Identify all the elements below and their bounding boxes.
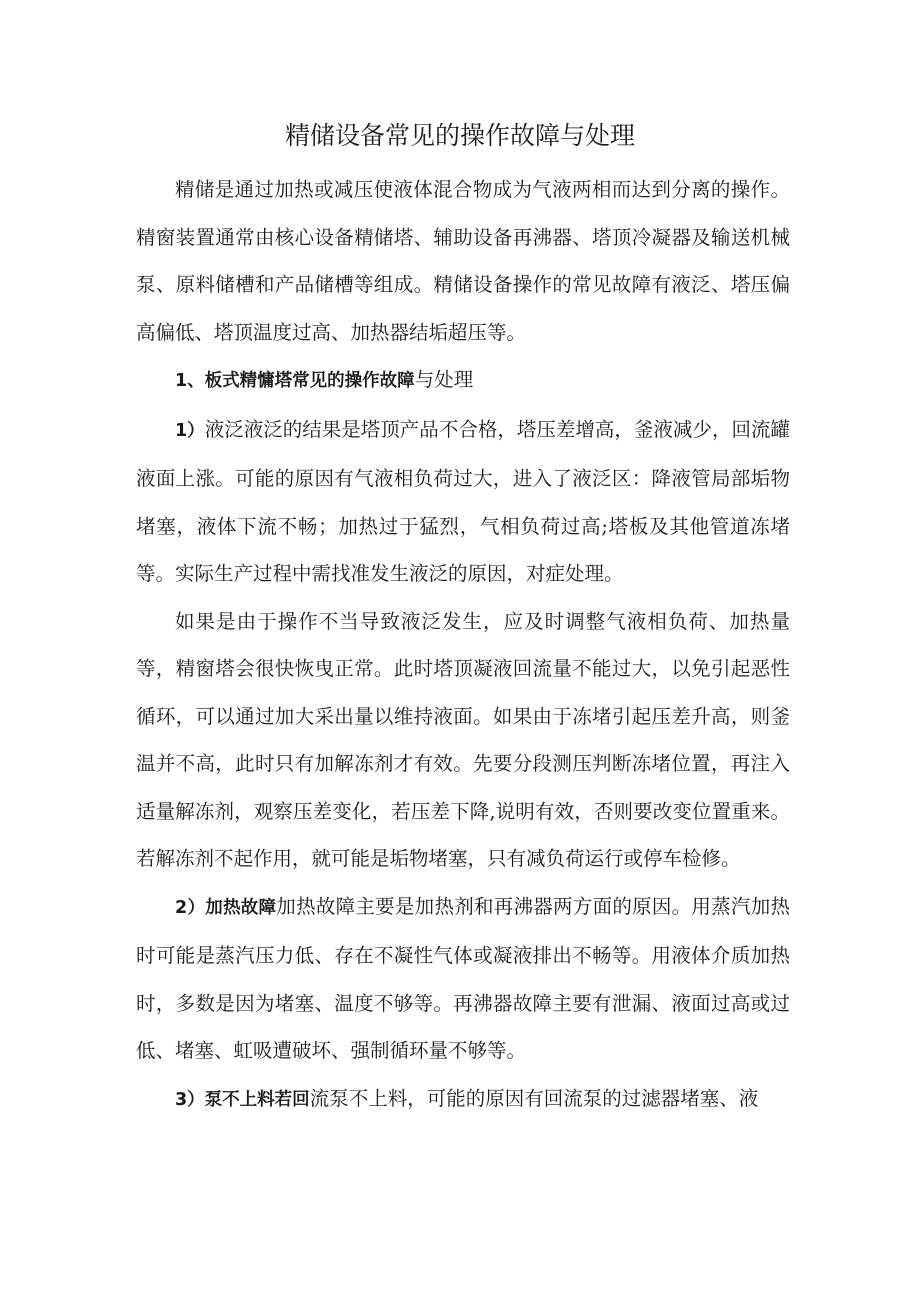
handling-paragraph: 如果是由于操作不当导致液泛发生，应及时调整气液相负荷、加热量等，精窗塔会很快恢曳正常。此时塔顶凝液回流量不能过大，以免引起恶性循环，可以通过加大采出量以维持液面。如果由于冻堵引起压差升高，则釜温并不高，此时只有加解冻剂才有效。先要分段测压判断冻堵位置，再注入适量解冻剂，观察压差变化，若压差下降,说明有效，否则要改变位置重来。若解冻剂不起作用，就可能是垢物堵塞，只有减负荷运行或停车检修。 [136,609,790,870]
item-3-label: 3）泵不上料若回 [175,1089,310,1110]
section-heading-1 [136,356,790,406]
item-1-label: 1） [175,420,205,441]
section-heading-rest: 与处理 [414,368,474,391]
section-heading-bold: 1、板式精慵塔常见的操作故障 [175,371,415,391]
document-body [136,166,790,1124]
item-2-text: 加热故障主要是加热剂和再沸器两方面的原因。用蒸汽加热时可能是蒸汽压力低、存在不凝性气体或凝液排出不畅等。用液体介质加热时，多数是因为堵塞、温度不够等。再沸器故障主要有泄漏、液面过高或过低、堵塞、虹吸遭破坏、强制循环量不够等。 [136,894,790,1062]
item-1-text: 液泛液泛的结果是塔顶产品不合格，塔压差增高，釜液减少，回流罐液面上涨。可能的原因有气液相负荷过大，进入了液泛区：降液管局部垢物堵塞，液体下流不畅；加热过于猛烈，气相负荷过高;塔板及其他管道冻堵等。实际生产过程中需找准发生液泛的原因，对症处理。 [136,417,790,585]
intro-paragraph: 精储是通过加热或减压使液体混合物成为气液两相而达到分离的操作。精窗装置通常由核心设备精储塔、辅助设备再沸器、塔顶冷凝器及输送机械泵、原料储槽和产品储槽等组成。精储设备操作的常见故障有液泛、塔压偏高偏低、塔顶温度过高、加热器结垢超压等。 [136,178,790,344]
item-1-paragraph [136,406,790,598]
item-2-label: 2）加热故障 [175,897,277,918]
item-3-text: 流泵不上料，可能的原因有回流泵的过滤器堵塞、液 [309,1086,759,1110]
document-title: 精储设备常见的操作故障与处理 [284,121,635,150]
item-3-paragraph [136,1075,790,1125]
item-2-paragraph [136,883,790,1075]
